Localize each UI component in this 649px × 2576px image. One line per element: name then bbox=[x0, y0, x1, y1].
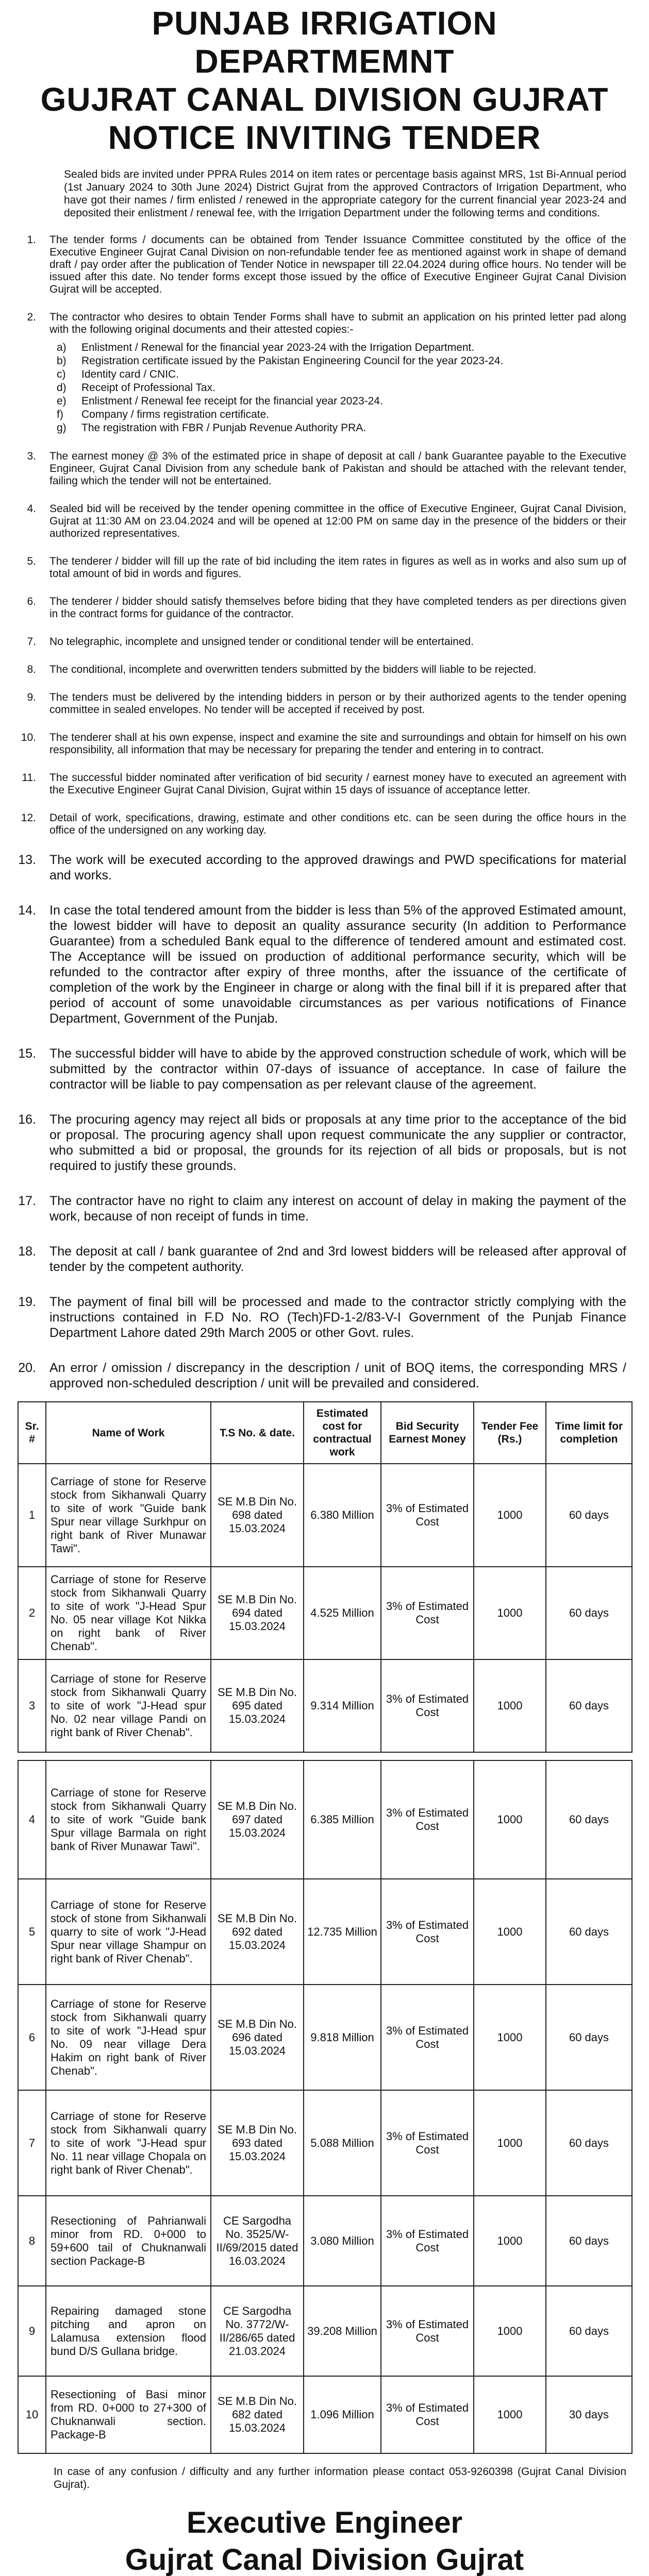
clause-text: The tender forms / documents can be obtained from Tender Issuance Committee constituted by the office of the Executive Engineer Gujrat Canal Division on non-refundable tender fee as mentioned against work in shape of demand draft / pay order after the publication of Tender Notice in newspaper till 22.04.2024 during office hours. No tender will be issued after this date. No tender forms except those issued by the office of Executive Engineer Gujrat Canal Division Gujrat will be accepted. bbox=[49, 234, 626, 295]
cell-cost: 9.314 Million bbox=[304, 1659, 381, 1752]
cell-security: 3% of Estimated Cost bbox=[381, 2376, 474, 2453]
cell-security: 3% of Estimated Cost bbox=[381, 2090, 474, 2196]
col-header-ts: T.S No. & date. bbox=[211, 1402, 304, 1464]
table-row bbox=[18, 2286, 632, 2376]
clause-number: 1. bbox=[27, 234, 36, 246]
clause-text: The work will be executed according to the approved drawings and PWD specifications for material and works. bbox=[49, 853, 626, 883]
cell-ts: SE M.B Din No. 695 dated 15.03.2024 bbox=[211, 1659, 304, 1752]
division-title: GUJRAT CANAL DIVISION GUJRAT bbox=[40, 81, 609, 118]
clause-text: The procuring agency may reject all bids or proposals at any time prior to the acceptance of the bid or proposal. The procuring agency shall upon request communicate the any supplier or contractor, who submitted a bid or proposal, the grounds for its rejection of all bids or proposals, but is not required to justify these grounds. bbox=[49, 1112, 626, 1173]
clause-text: In case the total tendered amount from the bidder is less than 5% of the approved Estimated amount, the lowest bidder will have to deposit an quality assurance security (In addition to Performance Guarantee) from a scheduled Bank equal to the difference of tendered amount and estimated cost. The Acceptance will be issued on production of additional performance security, which will be refunded to the contractor after expiry of three months, after the issuance of the certificate of completion of the work by the Engineer in charge or along with the final bill if it is prepared after that period of account of some unavoidable circumstances as per various notifications of Finance Department, Government of the Punjab. bbox=[49, 903, 626, 1026]
cell-security: 3% of Estimated Cost bbox=[381, 1879, 474, 1985]
clause-item bbox=[18, 772, 631, 796]
cell-time: 60 days bbox=[546, 1659, 632, 1752]
cell-cost: 3.080 Million bbox=[304, 2196, 381, 2286]
cell-work: Carriage of stone for Reserve stock from Sikhanwali Quarry to site of work "Guide bank Spur near village Surkhpur on right bank of River Munawar Tawi". bbox=[46, 1464, 211, 1567]
table-row bbox=[18, 1464, 632, 1567]
cell-fee: 1000 bbox=[474, 2090, 546, 2196]
cell-sr: 4 bbox=[18, 1760, 46, 1879]
cell-ts: SE M.B Din No. 694 dated 15.03.2024 bbox=[211, 1567, 304, 1659]
clause-item bbox=[18, 664, 631, 676]
signature-block bbox=[18, 2504, 631, 2576]
clause-item bbox=[18, 636, 631, 648]
cell-cost: 12.735 Million bbox=[304, 1879, 381, 1985]
clause-item bbox=[18, 1244, 631, 1275]
clause-item bbox=[18, 732, 631, 756]
clause-text: The tenderer / bidder will fill up the rate of bid including the item rates in figures as well as in works and also sum up of total amount of bid in words and figures. bbox=[49, 555, 626, 580]
clause-number: 5. bbox=[27, 555, 36, 567]
table-row bbox=[18, 2196, 632, 2286]
table-row bbox=[18, 1659, 632, 1752]
clause-number: 19. bbox=[18, 1295, 36, 1309]
clause-text: Detail of work, specifications, drawing, estimate and other conditions etc. can be seen during the office hours in the office of the undersigned on any working day. bbox=[49, 812, 626, 836]
clause-number: 10. bbox=[21, 732, 36, 743]
clause-text: The tenderer / bidder should satisfy themselves before biding that they have completed tenders as per directions given in the contract forms for guidance of the contractor. bbox=[49, 596, 626, 620]
works-table bbox=[18, 1401, 633, 2454]
cell-ts: SE M.B Din No. 692 dated 15.03.2024 bbox=[211, 1879, 304, 1985]
cell-security: 3% of Estimated Cost bbox=[381, 2196, 474, 2286]
cell-work: Carriage of stone for Reserve stock of stone from Sikhanwali quarry to site of work "J-Head Spur near village Shampur on right bank of River Chenab". bbox=[46, 1879, 211, 1985]
clause-item bbox=[18, 596, 631, 620]
clause-item bbox=[18, 903, 631, 1026]
contact-note: In case of any confusion / difficulty and any further information please contact 053-9260398 (Gujrat Canal Division Gujrat). bbox=[54, 2466, 626, 2490]
clause-item bbox=[18, 311, 631, 435]
cell-work: Carriage of stone for Reserve stock from Sikhanwali quarry to site of work "J-Head spur No. 11 near village Chopala on right bank of River Chenab". bbox=[46, 2090, 211, 2196]
clause-number: 7. bbox=[27, 636, 36, 648]
cell-ts: SE M.B Din No. 696 dated 15.03.2024 bbox=[211, 1985, 304, 2090]
document-item: f) Company / firms registration certificate. bbox=[57, 409, 270, 420]
cell-ts: SE M.B Din No. 697 dated 15.03.2024 bbox=[211, 1760, 304, 1879]
cell-cost: 5.088 Million bbox=[304, 2090, 381, 2196]
cell-time: 60 days bbox=[546, 1985, 632, 2090]
documents-list bbox=[49, 341, 626, 435]
cell-time: 30 days bbox=[546, 2376, 632, 2453]
clause-item bbox=[18, 234, 631, 296]
clause-text: The payment of final bill will be processed and made to the contractor strictly complying with the instructions contained in F.D No. RO (Tech)FD-1-2/83-V-I Government of the Punjab Finance Department Lahore dated 29th March 2005 or other Govt. rules. bbox=[49, 1295, 626, 1340]
cell-security: 3% of Estimated Cost bbox=[381, 1985, 474, 2090]
clause-number: 20. bbox=[18, 1361, 36, 1375]
cell-ts: SE M.B Din No. 682 dated 15.03.2024 bbox=[211, 2376, 304, 2453]
clause-text: The deposit at call / bank guarantee of 2nd and 3rd lowest bidders will be released after approval of tender by the competent authority. bbox=[49, 1244, 626, 1274]
col-header-fee: Tender Fee (Rs.) bbox=[474, 1402, 546, 1464]
cell-time: 60 days bbox=[546, 1760, 632, 1879]
cell-fee: 1000 bbox=[474, 1879, 546, 1985]
cell-ts: CE Sargodha No. 3525/W-II/69/2015 dated 16.03.2024 bbox=[211, 2196, 304, 2286]
col-header-work: Name of Work bbox=[46, 1402, 211, 1464]
clause-number: 2. bbox=[27, 311, 36, 323]
table-row bbox=[18, 2376, 632, 2453]
clause-number: 4. bbox=[27, 503, 36, 515]
cell-ts: SE M.B Din No. 698 dated 15.03.2024 bbox=[211, 1464, 304, 1567]
cell-sr: 8 bbox=[18, 2196, 46, 2286]
cell-sr: 3 bbox=[18, 1659, 46, 1752]
clause-number: 16. bbox=[18, 1112, 36, 1127]
cell-sr: 2 bbox=[18, 1567, 46, 1659]
clause-number: 8. bbox=[27, 664, 36, 675]
clause-item bbox=[18, 812, 631, 837]
cell-work: Carriage of stone for Reserve stock from Sikhanwali Quarry to site of work "J-Head spur No. 02 near village Pandi on right bank of River Chenab". bbox=[46, 1659, 211, 1752]
clause-item bbox=[18, 852, 631, 883]
table-row bbox=[18, 2090, 632, 2196]
cell-sr: 7 bbox=[18, 2090, 46, 2196]
cell-security: 3% of Estimated Cost bbox=[381, 1659, 474, 1752]
cell-cost: 9.818 Million bbox=[304, 1985, 381, 2090]
cell-work: Resectioning of Pahrianwali minor from RD. 0+000 to 59+600 tail of Chuknanwali section Package-B bbox=[46, 2196, 211, 2286]
cell-ts: SE M.B Din No. 693 dated 15.03.2024 bbox=[211, 2090, 304, 2196]
clause-item bbox=[18, 1193, 631, 1224]
clause-number: 15. bbox=[18, 1046, 36, 1061]
clause-text: The tenders must be delivered by the intending bidders in person or by their authorized agents to the tender opening committee in sealed envelopes. No tender will be accepted if received by post. bbox=[49, 691, 626, 716]
clause-text: The contractor who desires to obtain Tender Forms shall have to submit an application on his printed letter pad along with the following original documents and their attested copies:- bbox=[49, 311, 626, 335]
cell-sr: 1 bbox=[18, 1464, 46, 1567]
clause-text: The successful bidder nominated after verification of bid security / earnest money have to executed an agreement with the Executive Engineer Gujrat Canal Division, Gujrat within 15 days of issuance of acceptance letter. bbox=[49, 772, 626, 796]
clause-item bbox=[18, 503, 631, 540]
table-row bbox=[18, 1760, 632, 1879]
cell-cost: 6.380 Million bbox=[304, 1464, 381, 1567]
clause-number: 3. bbox=[27, 450, 36, 462]
cell-sr: 10 bbox=[18, 2376, 46, 2453]
clause-number: 17. bbox=[18, 1194, 36, 1208]
signatory-title: Executive Engineer bbox=[186, 2506, 463, 2539]
cell-work: Repairing damaged stone pitching and apron on Lalamusa extension flood bund D/S Gullana bridge. bbox=[46, 2286, 211, 2376]
cell-work: Resectioning of Basi minor from RD. 0+000 to 27+300 of Chuknanwali section. Package-B bbox=[46, 2376, 211, 2453]
col-header-security: Bid Security Earnest Money bbox=[381, 1402, 474, 1464]
clause-text: No telegraphic, incomplete and unsigned tender or conditional tender will be entertained. bbox=[49, 636, 474, 648]
notice-title: NOTICE INVITING TENDER bbox=[108, 119, 541, 156]
clause-text: An error / omission / discrepancy in the description / unit of BOQ items, the corresponding MRS / approved non-scheduled description / unit will be prevailed and considered. bbox=[49, 1361, 626, 1391]
clause-text: Sealed bid will be received by the tender opening committee in the office of Executive Engineer, Gujrat Canal Division, Gujrat at 11:30 AM on 23.04.2024 and will be opened at 12:00 PM on same day in the presence of the bidders or their authorized representatives. bbox=[49, 503, 626, 539]
cell-time: 60 days bbox=[546, 2090, 632, 2196]
clause-text: The tenderer shall at his own expense, inspect and examine the site and surroundings and obtain for himself on his own responsibility, all information that may be necessary for preparing the tender and entering in to contract. bbox=[49, 732, 626, 756]
cell-time: 60 days bbox=[546, 1879, 632, 1985]
cell-ts: CE Sargodha No. 3772/W-II/286/65 dated 21.03.2024 bbox=[211, 2286, 304, 2376]
clause-number: 11. bbox=[22, 772, 36, 784]
document-item: c) Identity card / CNIC. bbox=[57, 368, 179, 380]
cell-security: 3% of Estimated Cost bbox=[381, 1464, 474, 1567]
cell-time: 60 days bbox=[546, 1464, 632, 1567]
notice-header bbox=[18, 0, 631, 157]
document-item: d) Receipt of Professional Tax. bbox=[57, 382, 215, 394]
clause-item bbox=[18, 1294, 631, 1341]
cell-cost: 6.385 Million bbox=[304, 1760, 381, 1879]
clause-item bbox=[18, 1360, 631, 1391]
cell-work: Carriage of stone for Reserve stock from Sikhanwali Quarry to site of work "J-Head Spur No. 05 near village Kot Nikka on right bank of River Chenab". bbox=[46, 1567, 211, 1659]
col-header-sr: Sr. # bbox=[18, 1402, 46, 1464]
cell-time: 60 days bbox=[546, 2286, 632, 2376]
intro-paragraph: Sealed bids are invited under PPRA Rules 2014 on item rates or percentage basis against MRS, 1st Bi-Annual period (1st January 2024 to 30th June 2024) District Gujrat from the approved Contractors of Irrigation Department, who have got their names / firm enlisted / renewed in the appropriate category for the current financial year 2023-24 and deposited their enlistment / renewal fee, with the Irrigation Department under the following terms and conditions. bbox=[64, 168, 626, 219]
clause-number: 13. bbox=[18, 853, 36, 867]
cell-security: 3% of Estimated Cost bbox=[381, 2286, 474, 2376]
cell-time: 60 days bbox=[546, 2196, 632, 2286]
document-item: g) The registration with FBR / Punjab Revenue Authority PRA. bbox=[57, 422, 367, 434]
col-header-time: Time limit for completion bbox=[546, 1402, 632, 1464]
cell-work: Carriage of stone for Reserve stock from Sikhanwali Quarry to site of work "Guide bank Spur village Barmala on right bank of River Munawar Tawi". bbox=[46, 1760, 211, 1879]
cell-fee: 1000 bbox=[474, 1464, 546, 1567]
cell-fee: 1000 bbox=[474, 2376, 546, 2453]
cell-security: 3% of Estimated Cost bbox=[381, 1567, 474, 1659]
cell-fee: 1000 bbox=[474, 1567, 546, 1659]
clause-number: 18. bbox=[18, 1244, 36, 1259]
clause-item bbox=[18, 1046, 631, 1092]
table-row bbox=[18, 1567, 632, 1659]
cell-sr: 5 bbox=[18, 1879, 46, 1985]
cell-fee: 1000 bbox=[474, 2286, 546, 2376]
clause-item bbox=[18, 1112, 631, 1174]
clause-text: The earnest money @ 3% of the estimated price in shape of deposit at call / bank Guarantee payable to the Executive Engineer, Gujrat Canal Division from any schedule bank of Pakistan and should be attached with the relevant tender, failing which the tender will not be entertained. bbox=[49, 450, 626, 487]
clause-number: 9. bbox=[27, 691, 36, 703]
document-item: b) Registration certificate issued by the Pakistan Engineering Council for the year 2023-24. bbox=[57, 355, 504, 367]
cell-cost: 4.525 Million bbox=[304, 1567, 381, 1659]
col-header-cost: Estimated cost for contractual work bbox=[304, 1402, 381, 1464]
clause-item bbox=[18, 691, 631, 716]
cell-time: 60 days bbox=[546, 1567, 632, 1659]
cell-fee: 1000 bbox=[474, 1760, 546, 1879]
table-header-row bbox=[18, 1402, 632, 1464]
cell-work: Carriage of stone for Reserve stock from Sikhanwali quarry to site of work "J-Head spur No. 09 near village Dera Hakim on right bank of River Chenab". bbox=[46, 1985, 211, 2090]
clause-text: The contractor have no right to claim any interest on account of delay in making the payment of the work, because of non receipt of funds in time. bbox=[49, 1194, 626, 1224]
cell-cost: 39.208 Million bbox=[304, 2286, 381, 2376]
clause-text: The successful bidder will have to abide by the approved construction schedule of work, which will be submitted by the contractor within 07-days of issuance of acceptance. In case of failure the contractor will be liable to pay compensation as per relevant clause of the agreement. bbox=[49, 1046, 626, 1092]
cell-sr: 6 bbox=[18, 1985, 46, 2090]
clause-number: 12. bbox=[21, 812, 36, 824]
cell-fee: 1000 bbox=[474, 1985, 546, 2090]
cell-security: 3% of Estimated Cost bbox=[381, 1760, 474, 1879]
cell-fee: 1000 bbox=[474, 1659, 546, 1752]
document-item: e) Enlistment / Renewal fee receipt for the financial year 2023-24. bbox=[57, 395, 383, 407]
clause-number: 6. bbox=[27, 596, 36, 607]
department-title: PUNJAB IRRIGATION DEPARTMEMNT bbox=[152, 5, 497, 80]
cell-sr: 9 bbox=[18, 2286, 46, 2376]
cell-cost: 1.096 Million bbox=[304, 2376, 381, 2453]
cell-fee: 1000 bbox=[474, 2196, 546, 2286]
document-item: a) Enlistment / Renewal for the financial year 2023-24 with the Irrigation Department. bbox=[57, 342, 475, 353]
clause-item bbox=[18, 450, 631, 487]
clause-list bbox=[18, 234, 631, 1391]
signatory-division: Gujrat Canal Division Gujrat bbox=[125, 2543, 524, 2576]
table-row bbox=[18, 1879, 632, 1985]
clause-number: 14. bbox=[18, 903, 36, 918]
table-row bbox=[18, 1985, 632, 2090]
clause-text: The conditional, incomplete and overwritten tenders submitted by the bidders will liable to be rejected. bbox=[49, 664, 537, 675]
clause-item bbox=[18, 555, 631, 580]
